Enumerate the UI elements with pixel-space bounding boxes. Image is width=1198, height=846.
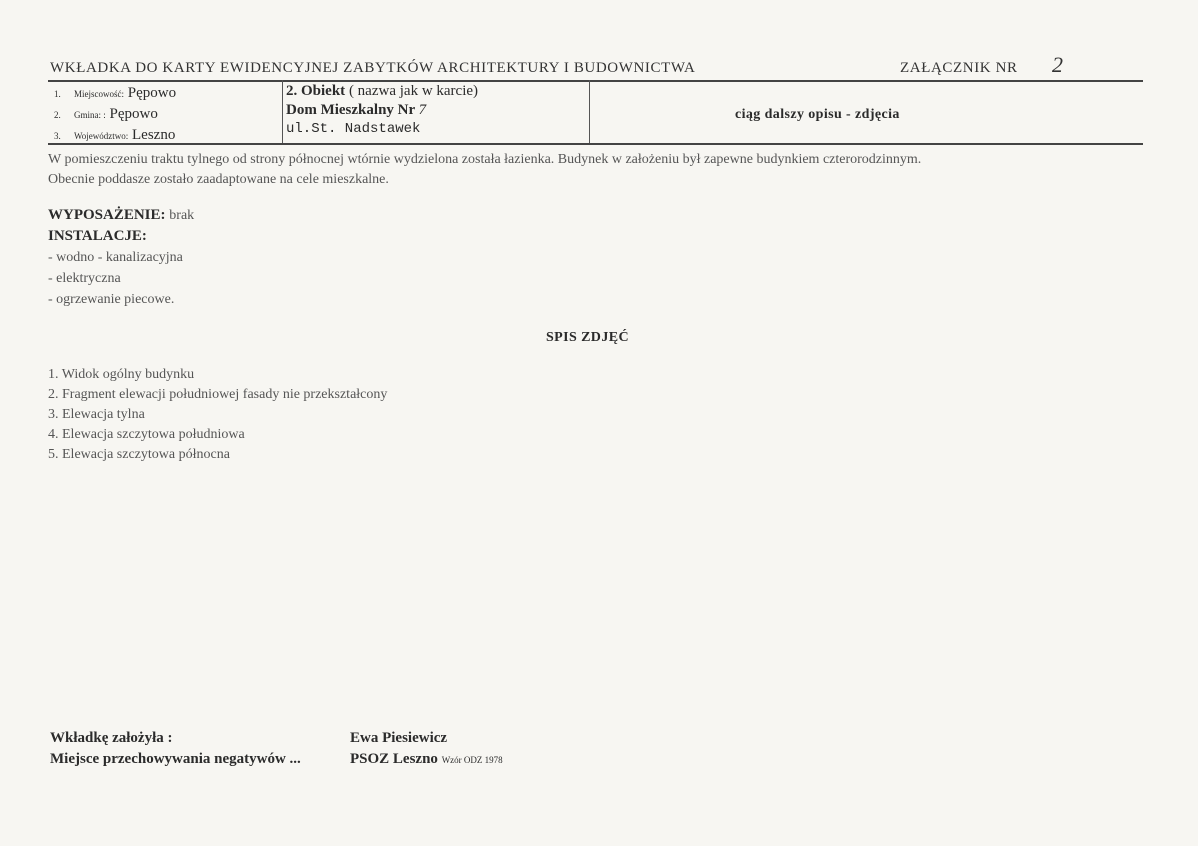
- object-name: Dom Mieszkalny Nr: [286, 102, 415, 118]
- description-line: W pomieszczeniu traktu tylnego od strony północnej wtórnie wydzielona została łazienka. Budynek w założeniu był zapewne budynkiem czterorodzinnym.: [48, 152, 922, 167]
- list-item: 4. Elewacja szczytowa południowa: [48, 427, 245, 442]
- list-item: - ogrzewanie piecowe.: [48, 292, 175, 307]
- attachment-label: ZAŁĄCZNIK NR: [900, 60, 1018, 76]
- storage-location: PSOZ Leszno: [350, 751, 438, 767]
- cell-divider-1: [282, 80, 283, 143]
- object-number: 7: [418, 102, 427, 118]
- continuation-cell: ciąg dalszy opisu - zdjęcia: [735, 107, 900, 122]
- author-name: Ewa Piesiewicz: [350, 730, 448, 746]
- row-value: Leszno: [132, 127, 176, 143]
- photos-list: [48, 365, 387, 465]
- list-item: 2. Fragment elewacji południowej fasady nie przekształcony: [48, 387, 388, 402]
- description: [48, 150, 1148, 190]
- attachment-number: 2: [1052, 52, 1064, 77]
- installations-list: [48, 247, 194, 310]
- equipment-section: [48, 205, 194, 310]
- equipment-value: brak: [169, 208, 195, 223]
- row-value: Pępowo: [127, 85, 177, 101]
- photos-title: SPIS ZDJĘĆ: [546, 330, 629, 345]
- equipment-label: WYPOSAŻENIE:: [48, 207, 166, 223]
- row-value: Pępowo: [109, 106, 158, 122]
- footer: [50, 728, 503, 770]
- list-item: 5. Elewacja szczytowa północna: [48, 447, 230, 462]
- list-item: - wodno - kanalizacyjna: [48, 250, 183, 265]
- installations-label: INSTALACJE:: [48, 228, 147, 244]
- commune-row: [54, 104, 176, 125]
- document-header: [50, 52, 1145, 77]
- object-address: ul.St. Nadstawek: [286, 121, 421, 137]
- row-number: 2.: [54, 110, 61, 120]
- object-heading-note: ( nazwa jak w karcie): [348, 83, 479, 99]
- list-item: 3. Elewacja tylna: [48, 407, 145, 422]
- header-rule-top: [48, 80, 1143, 82]
- row-label: Gmina: :: [74, 110, 106, 120]
- location-row: [54, 83, 176, 104]
- document-title: WKŁADKA DO KARTY EWIDENCYJNEJ ZABYTKÓW ARCHITEKTURY I BUDOWNICTWA: [50, 60, 696, 76]
- row-label: Województwo:: [74, 131, 129, 141]
- form-note: Wzór ODZ 1978: [441, 755, 503, 765]
- voivodeship-row: [54, 125, 176, 146]
- author-label: Wkładkę założyła :: [50, 730, 173, 746]
- storage-label: Miejsce przechowywania negatywów ...: [50, 751, 301, 767]
- object-cell: [286, 82, 478, 139]
- description-line: Obecnie poddasze zostało zaadaptowane na cele mieszkalne.: [48, 172, 389, 187]
- header-rule-bottom: [48, 143, 1143, 145]
- cell-divider-2: [589, 80, 590, 143]
- row-number: 3.: [54, 131, 61, 141]
- row-number: 1.: [54, 89, 61, 99]
- list-item: 1. Widok ogólny budynku: [48, 367, 195, 382]
- list-item: - elektryczna: [48, 271, 121, 286]
- location-cell: [54, 83, 176, 146]
- row-label: Miejscowość:: [74, 89, 124, 99]
- object-heading: 2. Obiekt: [286, 83, 346, 99]
